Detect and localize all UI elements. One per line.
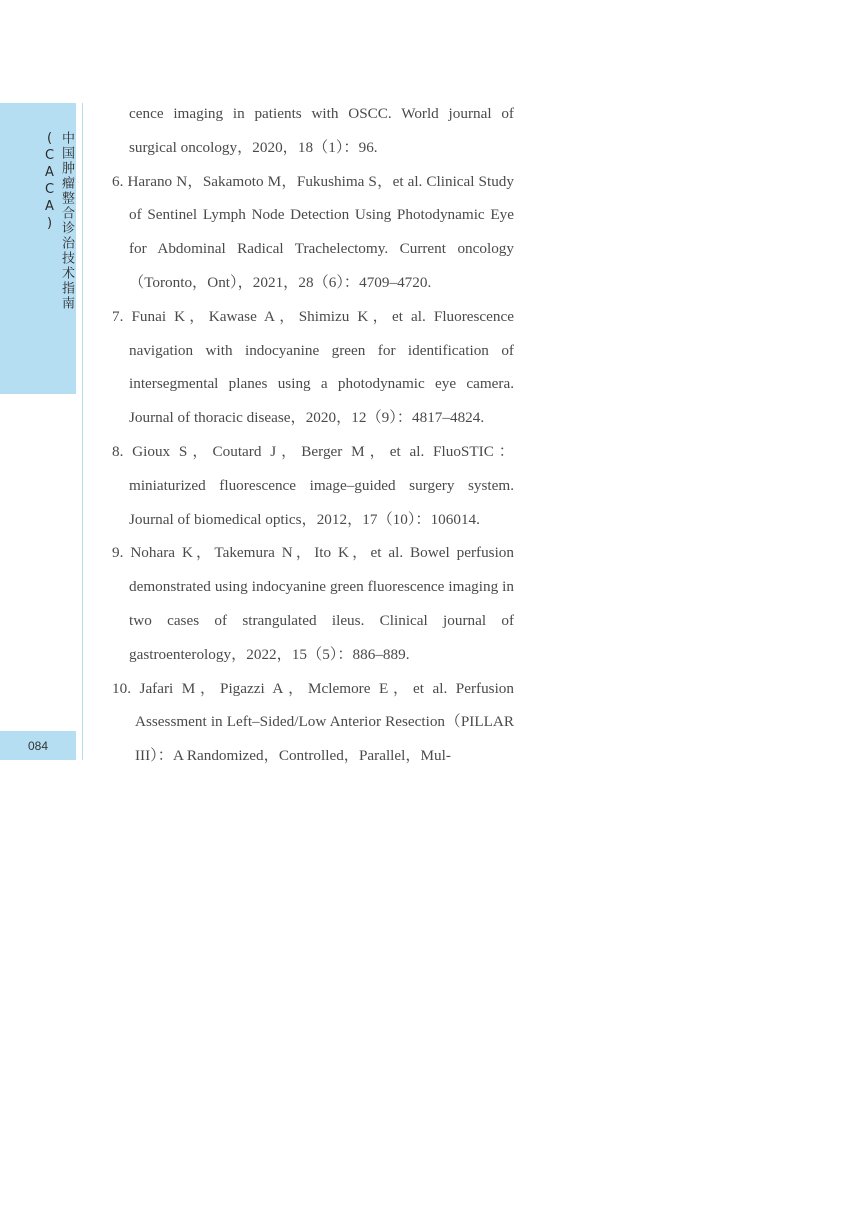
page-number-tab (0, 731, 76, 760)
reference-item: 8. Gioux S，Coutard J，Berger M，et al. FluoSTIC：miniaturized fluorescence image–guided surgery system. Journal of biomedical optics，2012，17（10）：106014. (112, 442, 514, 528)
sidebar-title-tab (0, 103, 76, 394)
reference-item: 9. Nohara K，Takemura N，Ito K，et al. Bowel perfusion demonstrated using indocyanine green fluorescence imaging in two cases of strangulated ileus. Clinical journal of gastroenterology，2022，15（5）：886–889. (112, 544, 514, 663)
reference-item: 7. Funai K，Kawase A，Shimizu K，et al. Fluorescence navigation with indocyanine green for identification of intersegmental planes using a photodynamic eye camera. Journal of thoracic disease，2020，12（9）：4817–4824. (112, 307, 514, 427)
reference-item: 10. Jafari M，Pigazzi A，Mclemore E，et al. Perfusion Assessment in Left–Sided/Low Anterior Resection（PILLAR III）：A Randomized，Controlled，Parallel，Mul- (112, 679, 514, 765)
reference-item: cence imaging in patients with OSCC. World journal of surgical oncology，2020，18（1）：96. (129, 105, 514, 156)
reference-list (112, 97, 514, 773)
sidebar-title: 中国肿瘤整合诊治技术指南(CACA) (42, 131, 74, 311)
reference-item: 6. Harano N，Sakamoto M，Fukushima S，et al. Clinical Study of Sentinel Lymph Node Detection Using Photodynamic Eye for Abdominal Radical Trachelectomy. Current oncology（Toronto，Ont），2021，28（6）：4709–4720. (112, 172, 514, 291)
page-number: 084 (27, 738, 49, 753)
margin-divider (82, 103, 83, 760)
